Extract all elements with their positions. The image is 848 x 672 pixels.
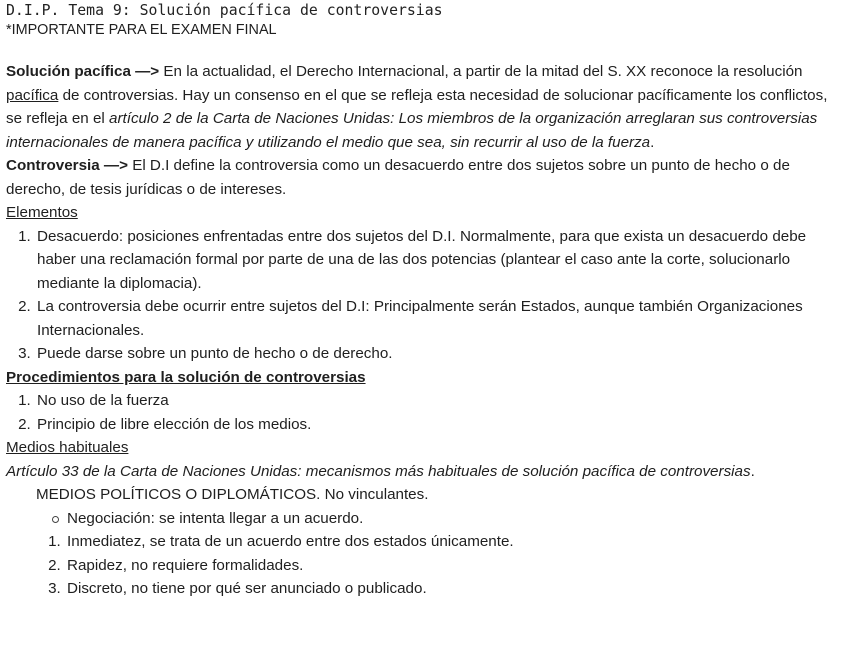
elementos-list (6, 225, 842, 366)
text-span: . (750, 462, 755, 480)
list-item: Negociación: se intenta llegar a un acuerdo. (67, 507, 842, 531)
procedimientos-list (6, 389, 842, 436)
list-item: 2. La controversia debe ocurrir entre sujetos del D.I: Principalmente serán Estados, aunque también Organizaciones Internacionales. (35, 295, 842, 342)
text-span: El D.I define la controversia como un desacuerdo entre dos sujetos sobre un punto de hecho o de derecho, de tesis jurídicas o de intereses. (6, 157, 790, 198)
list-item: 1. Inmediatez, se trata de un acuerdo entre dos estados únicamente. (65, 530, 842, 554)
medios-bullet-list (6, 507, 842, 531)
text-span: . (650, 133, 655, 151)
list-item: 2. Rapidez, no requiere formalidades. (65, 554, 842, 578)
term-controversia: Controversia —> (6, 157, 128, 174)
list-item: 2. Principio de libre elección de los medios. (35, 413, 842, 437)
italic-quote: artículo 2 de la Carta de Naciones Unidas: Los miembros de la organización arreglaran sus controversias internacionales de manera pacífica y utilizando el medio que sea, sin recurrir al uso de la fuerza (6, 110, 818, 151)
heading-elementos: Elementos (6, 204, 78, 221)
paragraph-controversia (6, 154, 842, 201)
list-item: 1. No uso de la fuerza (35, 389, 842, 413)
heading-procedimientos: Procedimientos para la solución de controversias (6, 368, 366, 386)
list-item: 3. Puede darse sobre un punto de hecho o de derecho. (35, 342, 842, 366)
heading-medios: Medios habituales (6, 439, 129, 456)
term-solucion-pacifica: Solución pacífica —> (6, 63, 160, 80)
document-page (0, 1, 848, 601)
italic-quote: Artículo 33 de la Carta de Naciones Unidas: mecanismos más habituales de solución pacífica de controversias (6, 462, 751, 480)
subheading-medios-politicos: MEDIOS POLÍTICOS O DIPLOMÁTICOS. No vinculantes. (36, 486, 429, 503)
underlined-word: pacífica (6, 86, 59, 104)
text-span: En la actualidad, el Derecho Internacional, a partir de la mitad del S. XX reconoce la resolución (159, 63, 803, 80)
important-note: *IMPORTANTE PARA EL EXAMEN FINAL (6, 22, 277, 38)
negociacion-list (6, 530, 842, 601)
list-item: 3. Discreto, no tiene por qué ser anunciado o publicado. (65, 577, 842, 601)
text-span: de controversias. Hay un consenso en el que se refleja esta necesidad de solucionar pacíficamente los conflictos, se refleja en el (6, 86, 828, 127)
list-item: 1. Desacuerdo: posiciones enfrentadas entre dos sujetos del D.I. Normalmente, para que exista un desacuerdo debe haber una reclamación formal por parte de una de las dos potencias (plantear el caso ante la corte, solucionarlo mediante la diplomacia). (35, 225, 842, 296)
paragraph-solucion-pacifica (6, 60, 842, 154)
document-title: D.I.P. Tema 9: Solución pacífica de controversias (6, 2, 443, 19)
paragraph-articulo-33 (6, 460, 842, 484)
